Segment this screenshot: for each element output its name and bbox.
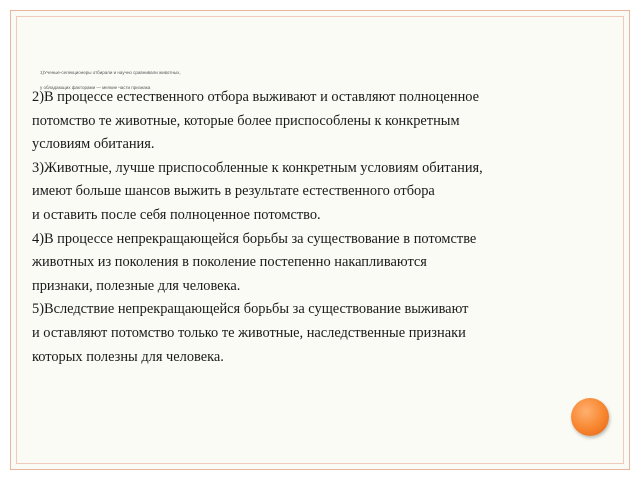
text-line: признаки, полезные для человека. bbox=[32, 277, 241, 294]
text-line: 4)В процессе непрекращающейся борьбы за существование в потомстве bbox=[32, 230, 477, 247]
text-line: условиям обитания. bbox=[32, 136, 155, 153]
text-line: и оставляют потомство только те животные, наследственные признаки bbox=[32, 324, 466, 341]
tiny-text-line-1: 1)Ученые-селекционеры отбирали и научно сравнивали животных, bbox=[40, 70, 181, 75]
text-line: 2)В процессе естественного отбора выживают и оставляют полноценное bbox=[32, 89, 480, 105]
text-line: и оставить после себя полноценное потомство. bbox=[32, 206, 321, 223]
text-line: 3)Животные, лучше приспособленные к конкретным условиям обитания, bbox=[32, 159, 483, 176]
tiny-text-line-2: у обладающих факторами — мелкие части признака bbox=[40, 85, 151, 90]
text-line: потомство те животные, которые более приспособлены к конкретным bbox=[32, 112, 460, 129]
answer-options bbox=[32, 86, 592, 369]
text-line: которых полезны для человека. bbox=[32, 348, 224, 365]
text-line: 5)Вследствие непрекращающейся борьбы за существование выживают bbox=[32, 301, 469, 318]
text-line: имеют больше шансов выжить в результате естественного отбора bbox=[32, 183, 435, 200]
orange-circle-decoration bbox=[571, 398, 609, 436]
text-line: животных из поколения в поколение постепенно накапливаются bbox=[32, 254, 427, 271]
